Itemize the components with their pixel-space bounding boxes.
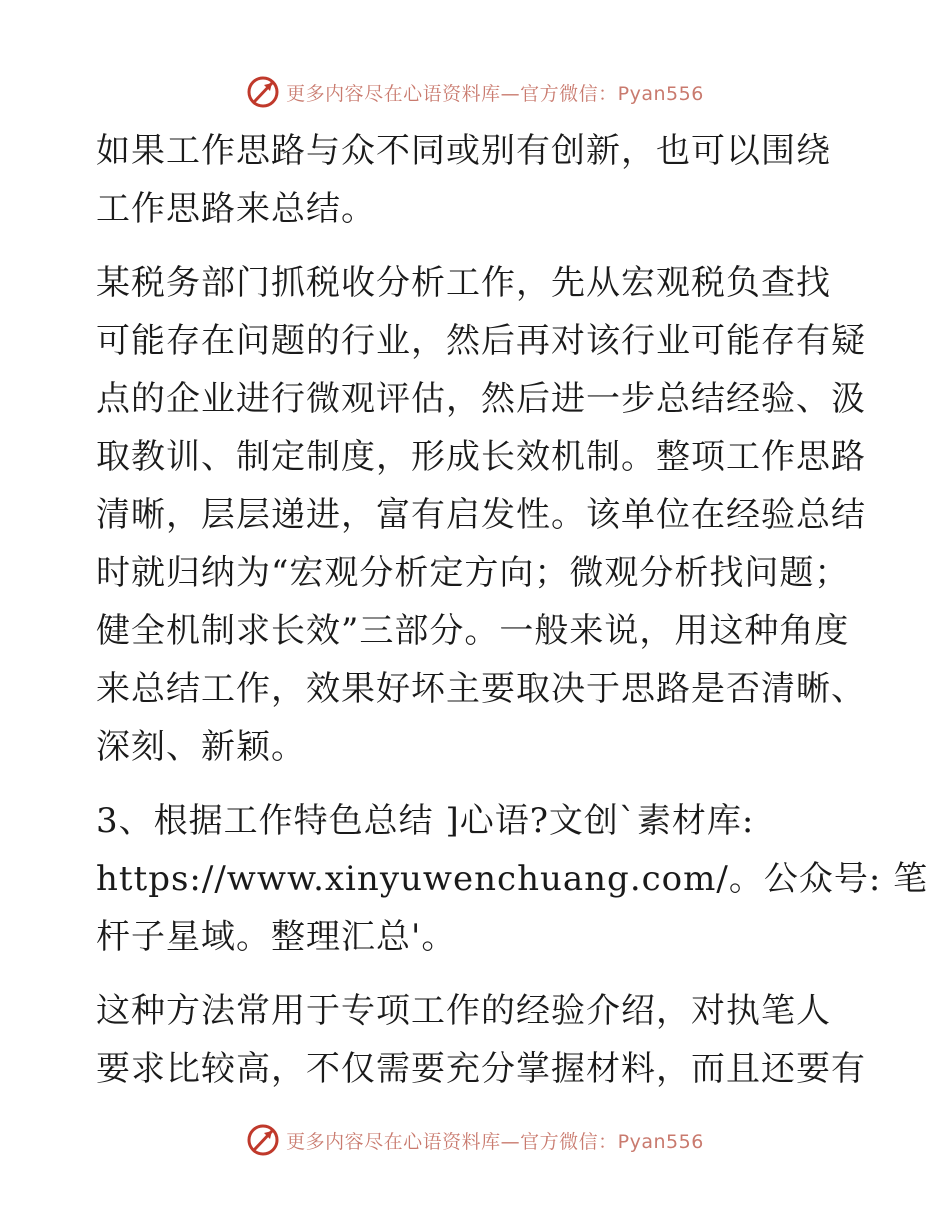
footer-banner [0,1120,950,1160]
text-line: 可能存在问题的行业，然后再对该行业可能存有疑 [96,321,866,361]
text-line: 健全机制求长效”三部分。一般来说，用这种角度 [96,611,850,651]
text-line: 工作思路来总结。 [96,189,376,229]
text-line: 时就归纳为“宏观分析定方向；微观分析找问题； [96,553,850,593]
text-line: https://www.xinyuwenchuang.com/。公众号: 笔 [96,859,929,899]
text-line: 这种方法常用于专项工作的经验介绍，对执笔人 [96,991,831,1031]
text-line: 点的企业进行微观评估，然后进一步总结经验、汲 [96,379,866,419]
text-line: 某税务部门抓税收分析工作，先从宏观税负查找 [96,263,831,303]
header-banner [0,72,950,112]
text-line: 深刻、新颖。 [96,727,306,767]
document-body [96,122,929,1114]
paragraph [96,254,866,776]
paragraph [96,122,856,238]
text-line: 杆子星域。整理汇总'。 [96,917,457,957]
quill-logo-icon [246,1123,280,1157]
text-line: 取教训、制定制度，形成长效机制。整项工作思路 [96,437,866,477]
banner-text: 更多内容尽在心语资料库—官方微信：Pyan556 [286,82,704,105]
text-line: 3、根据工作特色总结 ]心语?文创`素材库: [96,801,755,841]
paragraph [96,792,929,966]
banner-text: 更多内容尽在心语资料库—官方微信：Pyan556 [286,1130,704,1153]
text-line: 清晰，层层递进，富有启发性。该单位在经验总结 [96,495,866,535]
text-line: 如果工作思路与众不同或别有创新，也可以围绕 [96,131,831,171]
text-line: 要求比较高，不仅需要充分掌握材料，而且还要有 [96,1049,866,1089]
quill-logo-icon [246,75,280,109]
text-line: 来总结工作，效果好坏主要取决于思路是否清晰、 [96,669,866,709]
paragraph [96,982,866,1098]
